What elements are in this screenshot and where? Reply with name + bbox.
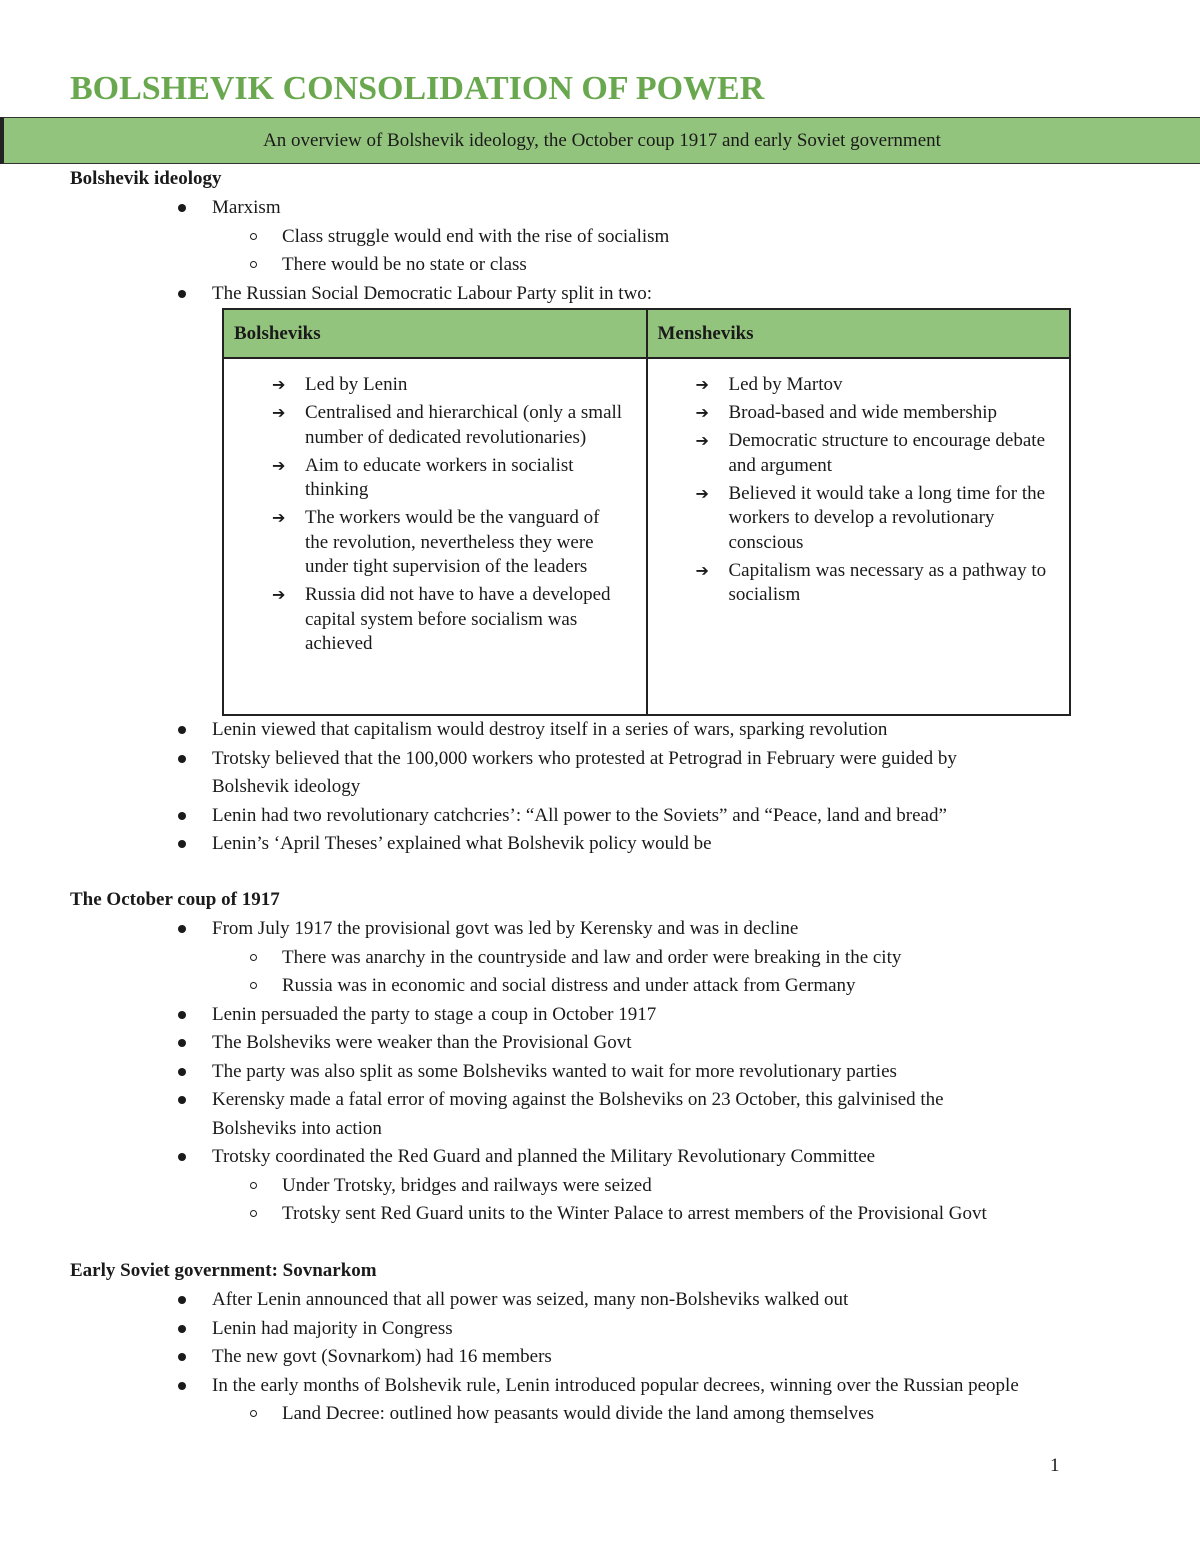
table-point: ➔ Democratic structure to encourage debate and argument [695,430,1046,476]
section-heading-ideology: Bolshevik ideology [70,168,222,189]
arrow-right-icon: ➔ [272,508,286,527]
list-item: There would be no state or class [0,251,1200,280]
table-point: ➔ Aim to educate workers in socialist thinking [272,454,574,500]
list-item: The Russian Social Democratic Labour Party split in two: [0,280,1200,309]
table-point: ➔ Russia did not have to have a developed capital system before socialism was achieved [272,584,611,654]
arrow-right-icon: ➔ [695,431,709,450]
list-item: There was anarchy in the countryside and law and order were breaking in the city [0,944,1200,973]
table-point: ➔ Broad-based and wide membership [648,401,1070,426]
list-item: Lenin’s ‘April Theses’ explained what Bolshevik policy would be [0,830,1200,859]
list-item: Trotsky believed that the 100,000 workers who protested at Petrograd in February were guided by [0,745,1200,774]
arrow-right-icon: ➔ [695,483,709,503]
ideology-list-top [0,194,1200,308]
table-header-mensheviks: Mensheviks [646,310,1070,357]
bolshevik-points [224,373,646,657]
table-point: ➔ Believed it would take a long time for the workers to develop a revolutionary conscious [695,482,1046,553]
subtitle-banner [0,117,1200,164]
list-item: The Bolsheviks were weaker than the Provisional Govt [0,1029,1200,1058]
ideology-list-bottom [0,716,1200,859]
list-item: Russia was in economic and social distress and under attack from Germany [0,972,1200,1001]
arrow-right-icon: ➔ [695,403,709,422]
list-item: Lenin viewed that capitalism would destroy itself in a series of wars, sparking revolution [0,716,1200,745]
sovnarkom-list [0,1286,1200,1429]
list-item: Kerensky made a fatal error of moving against the Bolsheviks on 23 October, this galvinised the [0,1086,1200,1115]
arrow-right-icon: ➔ [695,560,709,580]
list-item: Marxism [0,194,1200,223]
list-item: Lenin had two revolutionary catchcries’: “All power to the Soviets” and “Peace, land and bread” [0,802,1200,831]
list-item: The party was also split as some Bolsheviks wanted to wait for more revolutionary parties [0,1058,1200,1087]
party-comparison-table [222,308,1071,716]
list-item-continuation: Bolsheviks into action [212,1117,382,1139]
page-number: 1 [1050,1455,1060,1476]
table-header-bolsheviks: Bolsheviks [234,323,321,344]
arrow-right-icon: ➔ [695,375,709,394]
table-point: ➔ Capitalism was necessary as a pathway to socialism [695,559,1047,605]
list-item: In the early months of Bolshevik rule, Lenin introduced popular decrees, winning over the Russian people [0,1372,1200,1401]
arrow-right-icon: ➔ [272,403,286,422]
list-item: From July 1917 the provisional govt was led by Kerensky and was in decline [0,915,1200,944]
list-item: Trotsky coordinated the Red Guard and planned the Military Revolutionary Committee [0,1143,1200,1172]
menshevik-points [648,373,1070,608]
list-item: Land Decree: outlined how peasants would divide the land among themselves [0,1400,1200,1429]
document-title: BOLSHEVIK CONSOLIDATION OF POWER [70,70,765,107]
list-item: The new govt (Sovnarkom) had 16 members [0,1343,1200,1372]
list-item: Under Trotsky, bridges and railways were seized [0,1172,1200,1201]
section-heading-october-coup: The October coup of 1917 [70,889,280,910]
table-cell-bolsheviks [224,359,646,714]
table-point: ➔ The workers would be the vanguard of the revolution, nevertheless they were under tight supervision of the leaders [272,507,600,577]
table-point: ➔ Led by Martov [648,373,1070,398]
table-point: ➔ Led by Lenin [224,373,646,398]
section-heading-sovnarkom: Early Soviet government: Sovnarkom [70,1260,377,1281]
list-item: Lenin persuaded the party to stage a coup in October 1917 [0,1001,1200,1030]
list-item: After Lenin announced that all power was seized, many non-Bolsheviks walked out [0,1286,1200,1315]
table-header-row [224,310,1069,359]
table-point: ➔ Centralised and hierarchical (only a small number of dedicated revolutionaries) [272,402,623,448]
list-item: Class struggle would end with the rise of socialism [0,223,1200,252]
table-cell-mensheviks [646,359,1070,714]
list-item-continuation: Bolshevik ideology [212,776,361,797]
list-item: Trotsky sent Red Guard units to the Winter Palace to arrest members of the Provisional Govt [0,1200,1200,1229]
arrow-right-icon: ➔ [272,455,286,475]
arrow-right-icon: ➔ [272,585,286,604]
list-item: Lenin had majority in Congress [0,1315,1200,1344]
october-coup-list [0,915,1200,1229]
banner-text: An overview of Bolshevik ideology, the October coup 1917 and early Soviet government [263,129,941,151]
table-body-row [224,359,1069,714]
arrow-right-icon: ➔ [272,375,286,394]
